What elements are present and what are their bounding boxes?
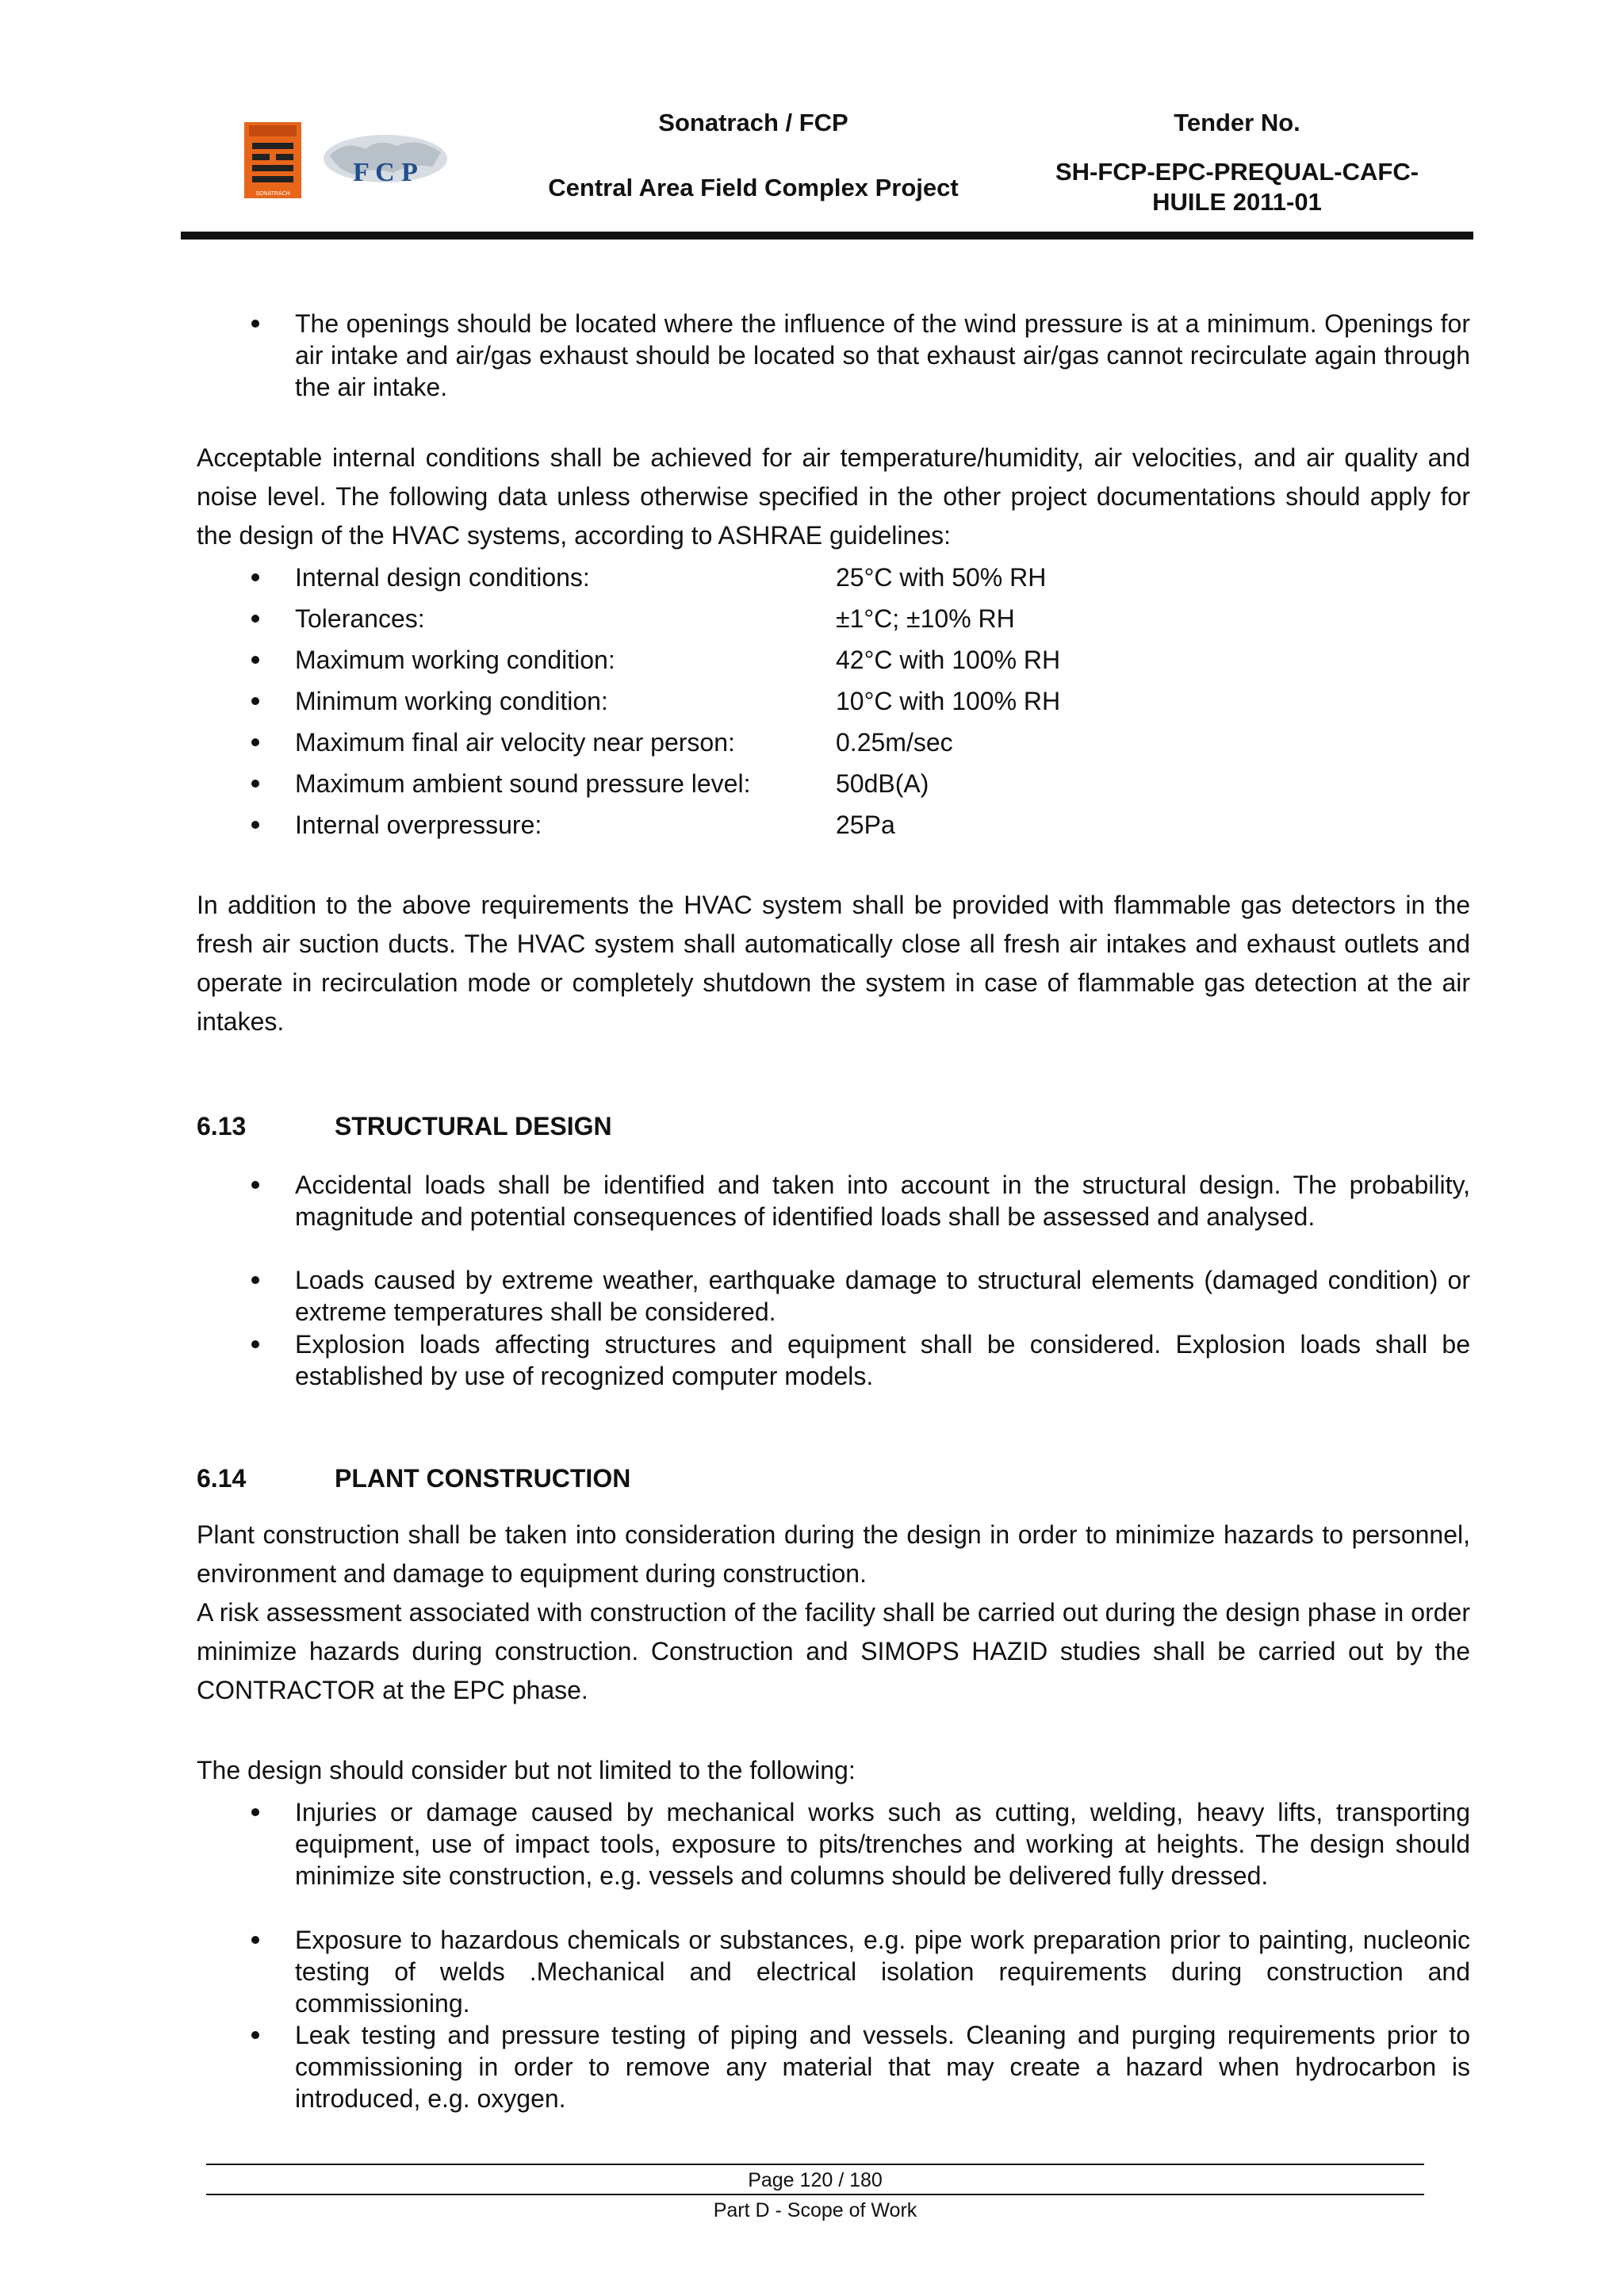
document-part: Part D - Scope of Work [713,2199,917,2221]
condition-value: 25°C with 50% RH [836,563,1047,592]
tender-label: Tender No. [1174,109,1300,136]
footer-rule-top [206,2164,1424,2165]
condition-label: Minimum working condition: [295,687,608,715]
condition-label: Internal design conditions: [295,563,590,592]
sonatrach-logo [244,122,301,198]
intro-bullet: The openings should be located where the influence of the wind pressure is at a minimum. Openings for air intake and air/gas exhaust should be located so that exhaust air/gas cannot recirculate again through the air intake. [295,309,1470,401]
construction-paragraph-1: Plant construction shall be taken into consideration during the design in order to minimize hazards to personnel, environment and damage to equipment during construction. [197,1520,1470,1588]
condition-value: 25Pa [836,811,895,839]
construction-paragraph-3: The design should consider but not limited to the following: [197,1756,856,1784]
construction-bullet: Leak testing and pressure testing of piping and vessels. Cleaning and purging requirements prior to commissioning in order to remove any material that may create a hazard when hydrocarbon is introduced, e.g. oxygen. [295,2021,1470,2113]
construction-bullet: Injuries or damage caused by mechanical works such as cutting, welding, heavy lifts, transporting equipment, use of impact tools, exposure to pits/trenches and working at heights. The design should minimize site construction, e.g. vessels and columns should be delivered fully dressed. [295,1798,1470,1890]
condition-label: Maximum working condition: [295,646,615,674]
hvac-paragraph: Acceptable internal conditions shall be achieved for air temperature/humidity, air velocities, and air quality and noise level. The following data unless otherwise specified in the other project documentations should apply for the design of the HVAC systems, according to ASHRAE guidelines: [197,443,1470,550]
condition-value: 42°C with 100% RH [836,646,1061,674]
construction-paragraph-2: A risk assessment associated with construction of the facility shall be carried out during the design phase in order minimize hazards during construction. Construction and SIMOPS HAZID studies shall be carried out by the CONTRACTOR at the EPC phase. [197,1598,1470,1704]
structural-bullet: Accidental loads shall be identified and taken into account in the structural design. The probability, magnitude and potential consequences of identified loads shall be assessed and analysed. [295,1171,1470,1231]
construction-bullet: Exposure to hazardous chemicals or substances, e.g. pipe work preparation prior to painting, nucleonic testing of welds .Mechanical and electrical isolation requirements during construction and commissioning. [295,1926,1470,2018]
condition-value: 0.25m/sec [836,728,953,757]
condition-label: Tolerances: [295,604,425,633]
structural-bullet: Explosion loads affecting structures and equipment shall be considered. Explosion loads shall be established by use of recognized computer models. [295,1330,1470,1390]
project-name: Central Area Field Complex Project [548,174,959,201]
header-rule [181,232,1473,240]
header-logos [244,122,450,201]
section-614-title: PLANT CONSTRUCTION [335,1464,631,1493]
tender-number: SH-FCP-EPC-PREQUAL-CAFC-HUILE 2011-01 [1055,158,1419,216]
condition-label: Maximum ambient sound pressure level: [295,769,751,798]
condition-label: Internal overpressure: [295,811,542,839]
condition-value: ±1°C; ±10% RH [836,604,1015,633]
fcp-logo [322,132,449,195]
structural-bullet: Loads caused by extreme weather, earthquake damage to structural elements (damaged condition) or extreme temperatures shall be considered. [295,1266,1470,1326]
page-number: Page 120 / 180 [748,2169,883,2191]
gas-detection-paragraph: In addition to the above requirements the HVAC system shall be provided with flammable gas detectors in the fresh air suction ducts. The HVAC system shall automatically close all fresh air intakes and exhaust outlets and operate in recirculation mode or completely shutdown the system in case of flammable gas detection at the air intakes. [197,891,1470,1036]
section-613-number: 6.13 [197,1112,247,1140]
condition-value: 10°C with 100% RH [836,687,1061,715]
company-name: Sonatrach / FCP [658,109,848,136]
section-614-number: 6.14 [197,1464,247,1493]
svg-text:SONATRACH: SONATRACH [255,191,290,197]
svg-text:F C P: F C P [353,158,418,187]
condition-value: 50dB(A) [836,769,929,798]
condition-label: Maximum final air velocity near person: [295,728,735,757]
section-613-title: STRUCTURAL DESIGN [335,1112,612,1140]
footer-rule-bottom [206,2194,1424,2195]
